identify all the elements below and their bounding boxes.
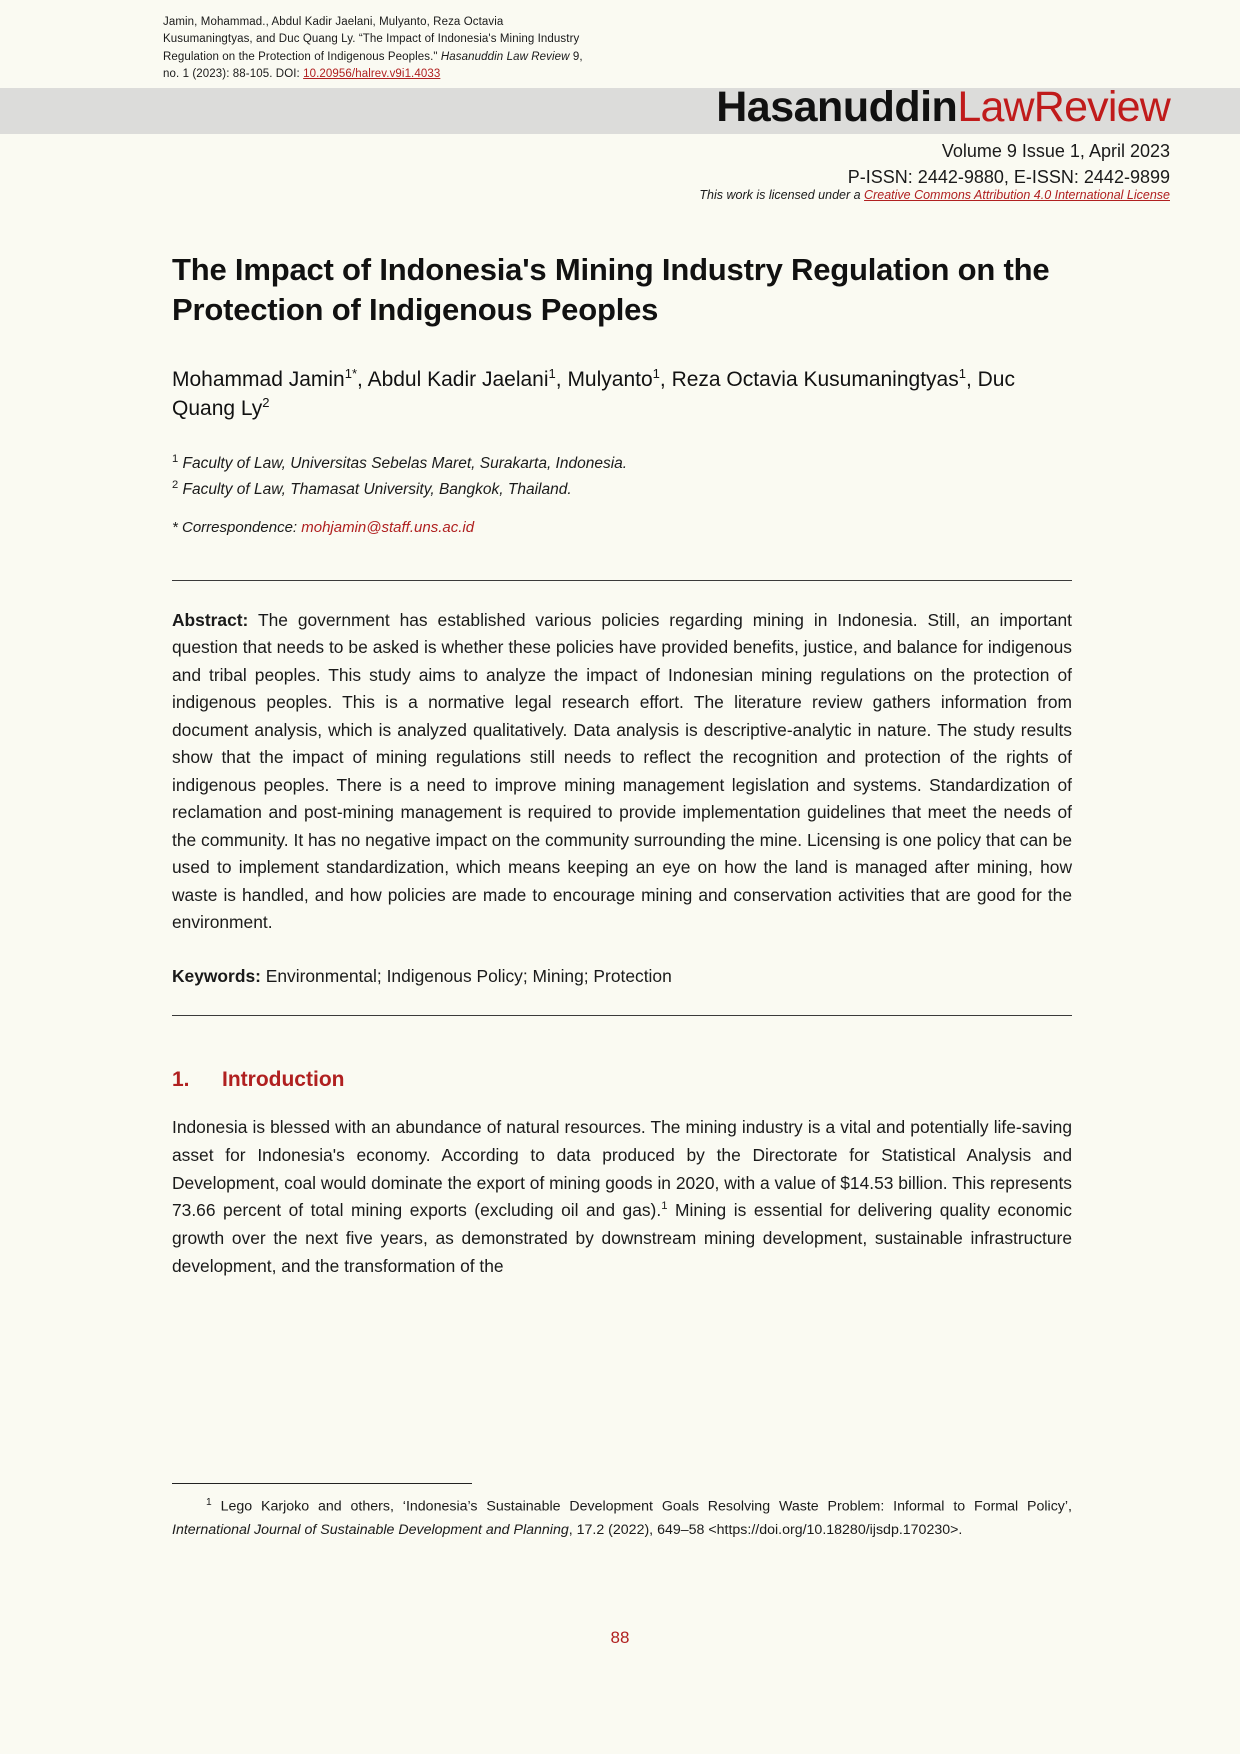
- correspondence-email-link[interactable]: mohjamin@staff.uns.ac.id: [301, 518, 475, 536]
- section-heading-introduction: [172, 1068, 1072, 1092]
- citation-line-1: Jamin, Mohammad., Abdul Kadir Jaelani, Mulyanto, Reza Octavia: [163, 16, 504, 28]
- author-mark: 1: [958, 365, 966, 381]
- author-name: Mohammad Jamin: [172, 367, 345, 391]
- abstract-label: Abstract:: [172, 609, 249, 630]
- keywords-block: [172, 963, 1072, 989]
- affiliation-mark: 2: [172, 479, 179, 492]
- license-link[interactable]: Creative Commons Attribution 4.0 International License: [864, 188, 1170, 202]
- license-line: [699, 188, 1170, 202]
- author-name: Abdul Kadir Jaelani: [367, 367, 549, 391]
- footnote-item: [172, 1495, 1072, 1542]
- intro-paragraph: [172, 1114, 1072, 1281]
- author-mark: 1*: [344, 365, 358, 381]
- footnote-journal-title: International Journal of Sustainable Development and Planning: [172, 1521, 569, 1538]
- citation-line-3-pre: Regulation on the Protection of Indigenous Peoples.": [163, 50, 441, 63]
- abstract-block: [172, 607, 1072, 937]
- intro-text-part-1: Indonesia is blessed with an abundance of natural resources. The mining industry is a vital and potentially life-saving asset for Indonesia's economy. According to data produced by the Directorate for Statistical Analysis and Development, coal would dominate the export of mining goods in 2020, with a value of $14.53 billion. This represents 73.66 percent of total mining exports (excluding oil and gas).: [172, 1116, 1072, 1221]
- volume-line: Volume 9 Issue 1, April 2023: [941, 141, 1170, 161]
- citation-line-2: Kusumaningtyas, and Duc Quang Ly. “The Impact of Indonesia's Mining Industry: [163, 33, 580, 46]
- affiliation-text: Faculty of Law, Universitas Sebelas Maret, Surakarta, Indonesia.: [182, 455, 628, 473]
- footnote-divider: [172, 1483, 472, 1484]
- section-number: 1.: [172, 1067, 190, 1091]
- footnote-area: [172, 1483, 1072, 1542]
- affiliation-text: Faculty of Law, Thamasat University, Bangkok, Thailand.: [182, 481, 572, 499]
- citation-line-4-pre: no. 1 (2023): 88-105. DOI:: [163, 68, 304, 81]
- affiliation-item: [172, 450, 1072, 476]
- doi-link[interactable]: 10.20956/halrev.v9i1.4033: [303, 68, 441, 81]
- author-list: Mohammad Jamin$^{1*}$, Abdul Kadir Jaelani$^1$, Mulyanto$^1$, Reza Octavia Kusumaningtyas$^1$, Duc Quang Ly$^2$: [172, 365, 1015, 421]
- keywords-text: Environmental; Indigenous Policy; Mining; Protection: [260, 965, 672, 986]
- author-mark: 2: [262, 395, 270, 411]
- footnote-text-post: , 17.2 (2022), 649–58 <https://doi.org/10.18280/ijsdp.170230>.: [568, 1521, 963, 1538]
- citation-line-3-post: 9,: [569, 50, 583, 63]
- page-title: The Impact of Indonesia's Mining Industry Regulation on the Protection of Indigenous Peoples: [172, 252, 1050, 328]
- citation-block: [163, 14, 583, 84]
- affiliation-item: [172, 476, 1072, 502]
- journal-logo-dark: Hasanuddin: [716, 83, 958, 131]
- affiliation-block: [172, 450, 1072, 503]
- affiliation-mark: 1: [172, 453, 179, 466]
- abstract-bottom-divider: [172, 1015, 1072, 1016]
- correspondence-line: [172, 519, 1072, 536]
- footnote-reference[interactable]: 1: [661, 1200, 668, 1213]
- author-name: Reza Octavia Kusumaningtyas: [671, 367, 959, 391]
- journal-logo: [716, 83, 1170, 131]
- abstract-top-divider: [172, 580, 1072, 581]
- abstract-text: The government has established various policies regarding mining in Indonesia. Still, an important question that needs to be asked is whether these policies have provided benefits, justice, and balance for indigenous and tribal peoples. This study aims to analyze the impact of Indonesian mining regulations on the protection of indigenous peoples. This is a normative legal research effort. The literature review gathers information from document analysis, which is analyzed qualitatively. Data analysis is descriptive-analytic in nature. The study results show that the impact of mining regulations still needs to reflect the recognition and protection of the rights of indigenous peoples. There is a need to improve mining management legislation and systems. Standardization of reclamation and post-mining management is required to provide implementation guidelines that meet the needs of the community. It has no negative impact on the community surrounding the mine. Licensing is one policy that can be used to implement standardization, which means keeping an eye on how the land is managed after mining, how waste is handled, and how policies are made to encourage mining and conservation activities that are good for the environment.: [172, 609, 1072, 933]
- footnote-text-pre: Lego Karjoko and others, ‘Indonesia’s Sustainable Development Goals Resolving Waste Problem: Informal to Formal Policy’,: [211, 1498, 1072, 1515]
- issn-line: P-ISSN: 2442-9880, E-ISSN: 2442-9899: [847, 167, 1170, 188]
- author-mark: 1: [548, 365, 556, 381]
- correspondence-label: * Correspondence:: [172, 518, 302, 536]
- issue-info: [848, 138, 1170, 190]
- keywords-label: Keywords:: [172, 965, 261, 986]
- author-name: Duc Quang Ly: [172, 367, 1015, 421]
- intro-text-part-2: Mining is essential for delivering quality economic growth over the next five years, as demonstrated by downstream mining development, sustainable infrastructure development, and the transformation of the: [172, 1200, 1072, 1277]
- main-content: [172, 250, 1072, 1281]
- section-title: Introduction: [222, 1067, 345, 1091]
- author-mark: 1: [652, 365, 660, 381]
- footnote-marker: 1: [206, 1497, 212, 1508]
- citation-journal-name: Hasanuddin Law Review: [440, 50, 570, 63]
- license-prefix: This work is licensed under a: [699, 188, 865, 202]
- journal-logo-red: LawReview: [957, 83, 1170, 131]
- author-name: Mulyanto: [567, 367, 653, 391]
- page-number: 88: [610, 1628, 630, 1647]
